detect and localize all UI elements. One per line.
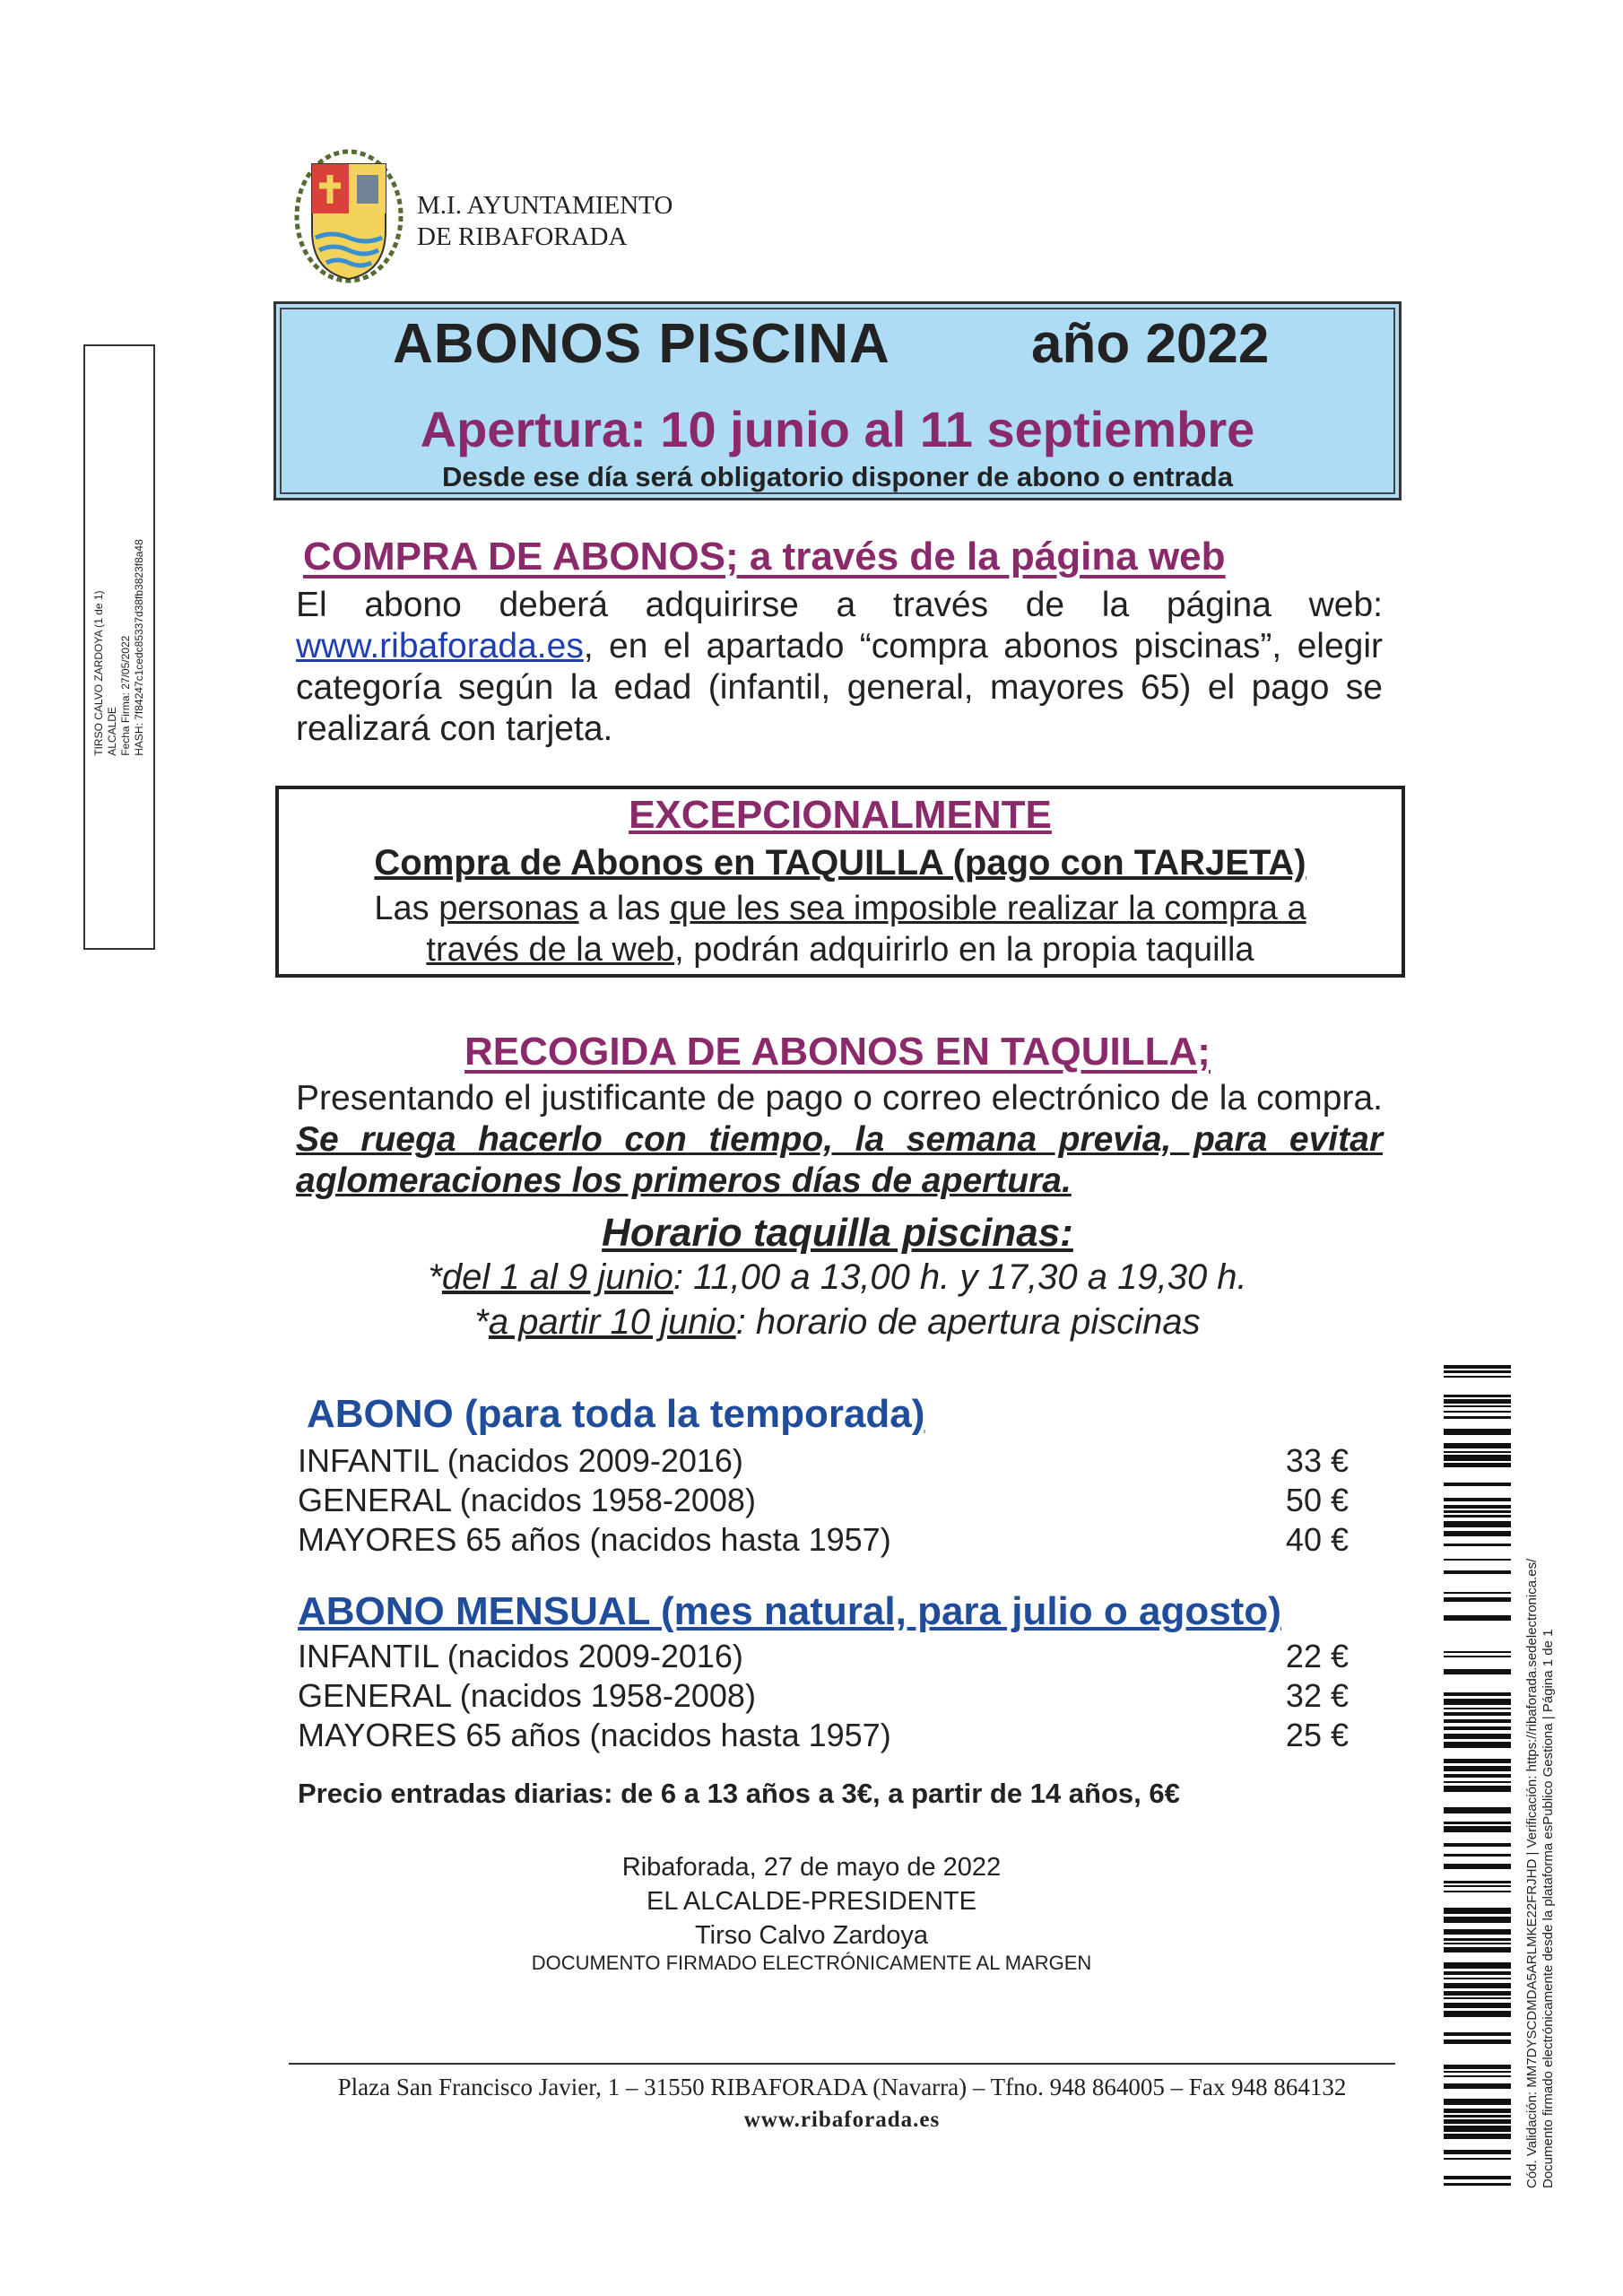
horario-2-dates: a partir 10 junio — [488, 1302, 736, 1342]
organization-name — [417, 190, 673, 253]
barcode-bar — [1444, 1734, 1511, 1739]
exception-text-1: Las — [374, 890, 439, 927]
footer-address: Plaza San Francisco Javier, 1 – 31550 RIBAFORADA (Navarra) – Tfno. 948 864005 – Fax 948 864132 — [337, 2074, 1347, 2100]
abono-temporada-title — [307, 1392, 924, 1437]
title-note: Desde ese día será obligatorio disponer de abono o entrada — [442, 461, 1233, 492]
price-row — [298, 1482, 1349, 1519]
barcode-bar — [1444, 2065, 1511, 2069]
validation-text — [1524, 1559, 1557, 2188]
barcode — [1444, 1365, 1511, 2186]
recogida-emphasis: Se ruega hacerlo con tiempo, la semana previa, para evitar aglomeraciones los primeros días de apertura. — [296, 1120, 1383, 1200]
barcode-bar — [1444, 1947, 1511, 1952]
barcode-bar — [1444, 1651, 1511, 1653]
barcode-bar — [1444, 2158, 1511, 2160]
exception-line-2 — [0, 929, 1623, 970]
stamp-line-3: Fecha Firma: 27/05/2022 — [119, 635, 132, 756]
barcode-bar — [1444, 1692, 1511, 1696]
barcode-bar — [1444, 2134, 1511, 2139]
stamp-text — [92, 539, 146, 756]
barcode-bar — [1444, 1712, 1511, 1716]
footer-divider — [289, 2063, 1395, 2065]
barcode-bar — [1444, 1411, 1511, 1413]
barcode-bar — [1444, 1991, 1511, 1996]
horario-1-rest: : 11,00 a 13,00 h. y 17,30 a 19,30 h. — [673, 1257, 1247, 1297]
org-line-1: M.I. AYUNTAMIENTO — [417, 191, 673, 220]
stamp-line-1: TIRSO CALVO ZARDOYA (1 de 1) — [92, 589, 105, 756]
horario-1-dates: del 1 al 9 junio — [441, 1257, 673, 1297]
exception-text-u2: que les sea imposible realizar la compra a — [669, 890, 1306, 927]
barcode-bar — [1444, 1570, 1511, 1574]
signature-role: EL ALCALDE-PRESIDENTE — [647, 1887, 976, 1916]
barcode-bar — [1444, 2083, 1511, 2089]
barcode-bar — [1444, 1365, 1511, 1369]
barcode-bar — [1444, 1826, 1511, 1832]
compra-section-body — [296, 585, 1383, 750]
abono-temporada-title-end: ) — [911, 1392, 925, 1436]
exception-text-2: a las — [578, 890, 670, 927]
barcode-bar — [1444, 1971, 1511, 1975]
barcode-bar — [1444, 1544, 1511, 1546]
barcode-bar — [1444, 1669, 1511, 1674]
opening-dates: Apertura: 10 junio al 11 septiembre — [420, 401, 1255, 457]
horario-2-prefix: * — [474, 1302, 489, 1342]
signature-note: DOCUMENTO FIRMADO ELECTRÓNICAMENTE AL MARGEN — [531, 1952, 1092, 1974]
validation-line-1: Cód. Validación: MM7DYSCDMDA5ARLMKE22FRJHD | Verificación: https://ribaforada.sedelectronica.es/ — [1524, 1558, 1540, 2188]
barcode-bar — [1444, 1498, 1511, 1501]
barcode-bar — [1444, 1521, 1511, 1527]
horario-1-prefix: * — [428, 1257, 442, 1297]
barcode-bar — [1444, 1774, 1511, 1778]
exception-title: EXCEPCIONALMENTE — [629, 793, 1052, 837]
barcode-bar — [1444, 2099, 1511, 2105]
barcode-bar — [1444, 2011, 1511, 2017]
exception-text-u3: través de la web — [426, 931, 675, 969]
compra-text-1: El abono deberá adquirirse a través de la página web: — [296, 586, 1383, 624]
barcode-bar — [1444, 2039, 1511, 2044]
barcode-bar — [1444, 1962, 1511, 1969]
barcode-bar — [1444, 1864, 1511, 1869]
exception-line-1 — [0, 888, 1623, 929]
barcode-bar — [1444, 1854, 1511, 1857]
barcode-bar — [1444, 2183, 1511, 2186]
barcode-bar — [1444, 1881, 1511, 1883]
barcode-bar — [1444, 1938, 1511, 1941]
barcode-bar — [1444, 1399, 1511, 1404]
barcode-bar — [1444, 2176, 1511, 2179]
recogida-section-title: RECOGIDA DE ABONOS EN TAQUILLA; — [464, 1030, 1211, 1074]
price-amount: 33 € — [1285, 1442, 1349, 1479]
barcode-bar — [1444, 1443, 1511, 1448]
barcode-bar — [1444, 1807, 1511, 1813]
barcode-bar — [1444, 1908, 1511, 1914]
horario-title: Horario taquilla piscinas: — [602, 1211, 1073, 1255]
barcode-bar — [1444, 1531, 1511, 1536]
barcode-bar — [1444, 1451, 1511, 1453]
barcode-bar — [1444, 1719, 1511, 1723]
price-amount: 22 € — [1285, 1638, 1349, 1674]
recogida-section-body — [296, 1078, 1383, 1202]
daily-price-note: Precio entradas diarias: de 6 a 13 años a 3€, a partir de 14 años, 6€ — [298, 1778, 1180, 1809]
barcode-bar — [1444, 1429, 1511, 1435]
barcode-bar — [1444, 2071, 1511, 2073]
abono-temporada-title-text: ABONO (para toda la temporada — [307, 1392, 912, 1436]
barcode-bar — [1444, 1615, 1511, 1621]
validation-line-2: Documento firmado electrónicamente desde la plataforma esPublico Gestiona | Página 1 de 1 — [1541, 1629, 1556, 2188]
barcode-bar — [1444, 1786, 1511, 1792]
barcode-bar — [1444, 2109, 1511, 2113]
abono-mensual-title: ABONO MENSUAL (mes natural, para julio o agosto) — [298, 1589, 1281, 1633]
barcode-bar — [1444, 1483, 1511, 1486]
price-label: GENERAL (nacidos 1958-2008) — [298, 1677, 756, 1714]
barcode-bar — [1444, 1742, 1511, 1748]
stamp-line-2: ALCALDE — [106, 706, 118, 756]
barcode-bar — [1444, 1885, 1511, 1887]
barcode-bar — [1444, 2003, 1511, 2008]
barcode-bar — [1444, 1843, 1511, 1847]
signature-name: Tirso Calvo Zardoya — [694, 1921, 928, 1950]
barcode-bar — [1444, 1455, 1511, 1461]
price-amount: 25 € — [1285, 1717, 1349, 1753]
barcode-bar — [1444, 1929, 1511, 1935]
barcode-bar — [1444, 1656, 1511, 1657]
barcode-bar — [1444, 2075, 1511, 2077]
barcode-bar — [1444, 1891, 1511, 1892]
price-row — [298, 1638, 1349, 1675]
compra-section-title: COMPRA DE ABONOS; a través de la página web — [303, 535, 1226, 578]
barcode-bar — [1444, 1997, 1511, 1999]
horario-line-1 — [0, 1257, 1623, 1298]
barcode-bar — [1444, 1376, 1511, 1378]
barcode-bar — [1444, 1781, 1511, 1783]
title-year: año 2022 — [1031, 313, 1270, 375]
footer-web: www.ribaforada.es — [743, 2108, 941, 2132]
barcode-bar — [1444, 1515, 1511, 1518]
barcode-bar — [1444, 2115, 1511, 2118]
barcode-bar — [1444, 2126, 1511, 2132]
exception-text-u1: personas — [438, 890, 579, 927]
exception-text-3: , podrán adquirirlo en la propia taquilla — [674, 931, 1254, 969]
barcode-bar — [1444, 1416, 1511, 1419]
barcode-bar — [1444, 2032, 1511, 2036]
price-label: INFANTIL (nacidos 2009-2016) — [298, 1638, 743, 1674]
barcode-bar — [1444, 1708, 1511, 1709]
price-amount: 40 € — [1285, 1521, 1349, 1558]
barcode-bar — [1444, 1726, 1511, 1730]
signature-place-date: Ribaforada, 27 de mayo de 2022 — [621, 1853, 1002, 1882]
price-row — [298, 1717, 1349, 1754]
stamp-line-4: HASH: 7f84247c1cedc85337d38fb3823f8a48 — [133, 538, 145, 756]
price-row — [298, 1521, 1349, 1559]
horario-line-2 — [0, 1302, 1623, 1343]
compra-text-2: , en el apartado “compra abonos piscinas”, elegir categoría según la edad (infantil, general, mayores 65) el pago se realizará con tarjeta. — [296, 627, 1383, 748]
barcode-bar — [1444, 1943, 1511, 1944]
price-amount: 32 € — [1285, 1677, 1349, 1714]
barcode-bar — [1444, 2150, 1511, 2154]
org-line-2: DE RIBAFORADA — [417, 222, 628, 251]
barcode-bar — [1444, 1395, 1511, 1397]
recogida-text-1: Presentando el justificante de pago o correo electrónico de la compra. — [296, 1079, 1383, 1118]
barcode-bar — [1444, 1699, 1511, 1705]
barcode-bar — [1444, 1592, 1511, 1594]
barcode-bar — [1444, 2119, 1511, 2124]
barcode-bar — [1444, 1559, 1511, 1561]
price-row — [298, 1442, 1349, 1480]
barcode-bar — [1444, 1510, 1511, 1513]
barcode-bar — [1444, 1505, 1511, 1509]
barcode-bar — [1444, 1463, 1511, 1467]
barcode-bar — [1444, 1822, 1511, 1824]
barcode-bar — [1444, 1978, 1511, 1979]
coat-of-arms-logo — [294, 148, 404, 284]
exception-subtitle: Compra de Abonos en TAQUILLA (pago con TARJETA) — [374, 843, 1306, 883]
barcode-bar — [1444, 1405, 1511, 1407]
horario-2-rest: : horario de apertura piscinas — [735, 1302, 1201, 1342]
ribaforada-web-link[interactable]: www.ribaforada.es — [296, 627, 584, 665]
price-label: GENERAL (nacidos 1958-2008) — [298, 1482, 756, 1518]
price-label: INFANTIL (nacidos 2009-2016) — [298, 1442, 743, 1479]
barcode-bar — [1444, 1370, 1511, 1373]
price-label: MAYORES 65 años (nacidos hasta 1957) — [298, 1521, 891, 1558]
exception-body — [0, 888, 1623, 970]
barcode-bar — [1444, 1766, 1511, 1771]
barcode-bar — [1444, 1759, 1511, 1763]
barcode-bar — [1444, 1917, 1511, 1923]
price-row — [298, 1677, 1349, 1715]
barcode-bar — [1444, 1597, 1511, 1602]
price-label: MAYORES 65 años (nacidos hasta 1957) — [298, 1717, 891, 1753]
barcode-bar — [1444, 1983, 1511, 1988]
page-title: ABONOS PISCINA — [393, 313, 890, 375]
price-amount: 50 € — [1285, 1482, 1349, 1518]
